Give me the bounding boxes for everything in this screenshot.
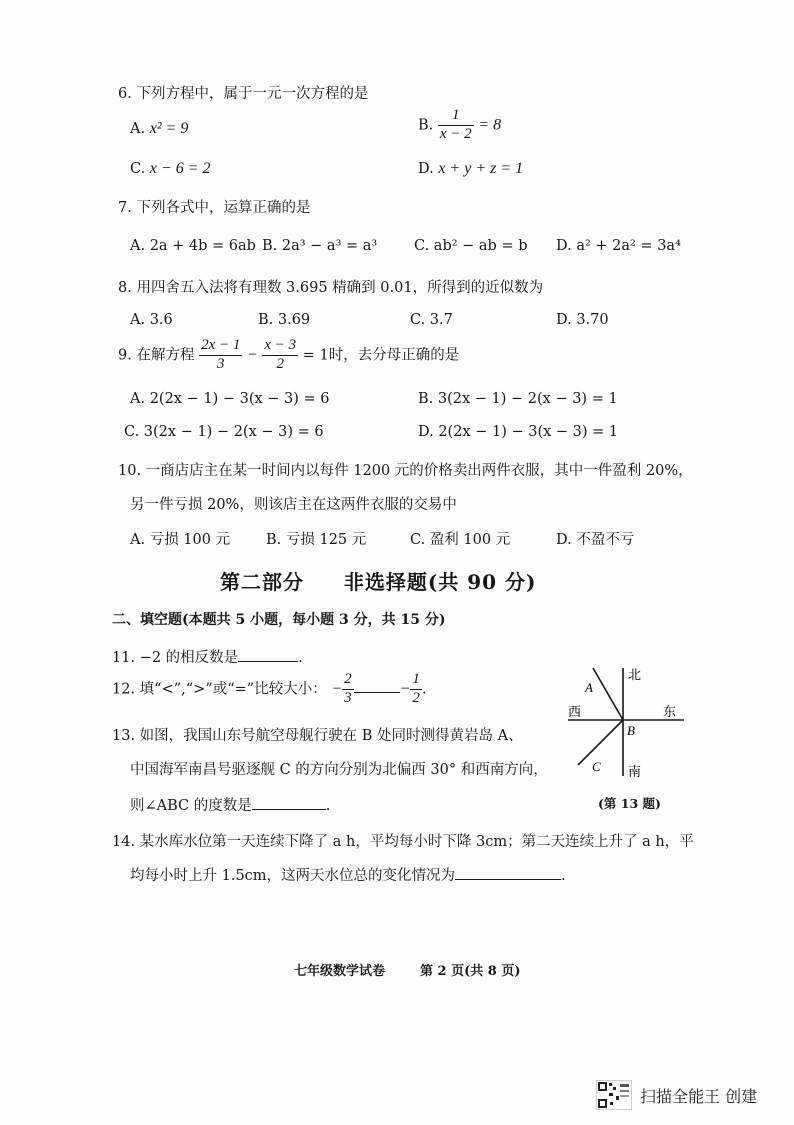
q6-a-label: A. (130, 121, 146, 137)
q8-stem: 8. 用四舍五入法将有理数 3.695 精确到 0.01，所得到的近似数为 (118, 280, 544, 296)
q14-answer-blank[interactable] (455, 865, 561, 880)
label-point-c: C (592, 759, 601, 774)
q9-f1-numerator: 2x − 1 (199, 338, 242, 356)
q12-fraction-1 (342, 672, 354, 707)
figure-caption: (第 13 题) (598, 796, 661, 811)
q6-b-fraction (438, 108, 474, 143)
footer-page-number: 第 2 页(共 8 页) (420, 964, 521, 979)
q11 (112, 646, 303, 667)
label-north: 北 (628, 668, 642, 683)
q11-period: . (298, 650, 303, 666)
q6-b-label: B. (418, 117, 434, 134)
q6-option-b (418, 108, 501, 143)
q13-period: . (325, 798, 331, 814)
q8-option-c: C. 3.7 (410, 312, 453, 328)
q9-stem (118, 338, 459, 373)
q12 (112, 672, 427, 707)
q12-f2-denominator: 2 (412, 689, 420, 706)
q12-fraction-2 (410, 672, 422, 707)
q9-stem-pre: 9. 在解方程 (118, 347, 195, 364)
label-east: 东 (663, 705, 677, 720)
q8-option-a: A. 3.6 (130, 312, 173, 328)
q13-direction-figure (560, 664, 690, 784)
q7-option-c: C. ab² − ab = b (414, 238, 528, 254)
q6-b-numerator: 1 (438, 108, 474, 126)
q9-fraction-1 (199, 338, 242, 373)
q7-option-d: D. a² + 2a² = 3a⁴ (556, 238, 681, 254)
q13-line-3-text: 则∠ABC 的度数是 (130, 798, 252, 814)
q6-c-expr: x − 6 = 2 (149, 160, 211, 177)
q9-fraction-2 (262, 338, 298, 373)
q12-f1-numerator: 2 (342, 672, 354, 690)
q10-line-2: 另一件亏损 20%，则该店主在这两件衣服的交易中 (130, 497, 457, 513)
q14-period: . (561, 868, 566, 884)
q12-f2-numerator: 1 (410, 672, 422, 690)
part2-title: 第二部分 非选择题(共 90 分) (220, 570, 537, 594)
q14-line-2-text: 均每小时上升 1.5cm，这两天水位总的变化情况为 (130, 868, 456, 884)
q9-option-d: D. 2(2x − 1) − 3(x − 3) = 1 (418, 424, 619, 440)
q12-period: . (421, 681, 427, 698)
footer-subject: 七年级数学试卷 (294, 964, 386, 979)
q9-minus: − (246, 346, 258, 364)
q8-option-b: B. 3.69 (258, 312, 311, 328)
q8-option-d: D. 3.70 (556, 312, 609, 328)
q7-stem: 7. 下列各式中，运算正确的是 (118, 200, 311, 216)
q13-answer-blank[interactable] (252, 795, 326, 810)
q6-c-label: C. (130, 161, 146, 177)
q10-option-c: C. 盈利 100 元 (410, 532, 511, 548)
q10-option-d: D. 不盈不亏 (556, 532, 635, 548)
ray-ba (593, 668, 623, 720)
q10-line-1: 10. 一商店店主在某一时间内以每件 1200 元的价格卖出两件衣服，其中一件盈利 20%， (118, 463, 693, 479)
q11-text: 11. −2 的相反数是 (112, 650, 239, 666)
q9-option-b: B. 3(2x − 1) − 2(x − 3) = 1 (418, 391, 618, 407)
q9-f1-denominator: 3 (216, 355, 225, 372)
q12-answer-blank[interactable] (354, 678, 400, 693)
q7-option-a: A. 2a + 4b = 6ab (130, 238, 256, 254)
q13-line-1: 13. 如图，我国山东号航空母舰行驶在 B 处同时测得黄岩岛 A、 (112, 728, 523, 744)
q10-option-a: A. 亏损 100 元 (130, 532, 231, 548)
q12-f1-denominator: 3 (344, 689, 352, 706)
scanner-watermark-text: 扫描全能王 创建 (640, 1087, 758, 1106)
q6-option-d (418, 160, 523, 178)
q9-f2-numerator: x − 3 (262, 338, 298, 356)
fill-blank-section-heading: 二、填空题(本题共 5 小题，每小题 3 分，共 15 分) (112, 612, 446, 628)
q12-neg-2: − (399, 680, 411, 698)
label-west: 西 (568, 705, 582, 720)
q6-b-denominator: x − 2 (439, 125, 472, 142)
label-point-a: A (585, 680, 593, 695)
q6-d-expr: x + y + z = 1 (438, 160, 524, 177)
q6-a-expr: x² = 9 (149, 120, 189, 137)
label-point-b: B (627, 723, 635, 738)
q14-line-2 (130, 864, 566, 885)
q9-f2-denominator: 2 (276, 355, 284, 372)
q10-option-b: B. 亏损 125 元 (266, 532, 367, 548)
q12-neg-1: − (331, 680, 343, 698)
q11-answer-blank[interactable] (238, 647, 298, 662)
q6-option-c (130, 160, 211, 178)
q6-stem: 6. 下列方程中，属于一元一次方程的是 (118, 86, 369, 102)
q13-line-3 (130, 794, 330, 815)
label-south: 南 (628, 765, 642, 780)
q6-option-a (130, 120, 188, 138)
q13-line-2: 中国海军南昌号驱逐舰 C 的方向分别为北偏西 30° 和西南方向， (130, 762, 548, 778)
q9-stem-post: = 1时，去分母正确的是 (302, 347, 460, 364)
qr-code-icon (596, 1080, 632, 1110)
q7-option-b: B. 2a³ − a³ = a³ (262, 238, 378, 254)
q6-b-rest: = 8 (478, 116, 502, 134)
q12-text: 12. 填“<”,“>”或“=”比较大小： (112, 681, 327, 698)
q14-line-1: 14. 某水库水位第一天连续下降了 a h，平均每小时下降 3cm；第二天连续上升了 a h，平 (112, 834, 694, 850)
q6-d-label: D. (418, 161, 434, 177)
q9-option-a: A. 2(2x − 1) − 3(x − 3) = 6 (130, 391, 330, 407)
q9-option-c: C. 3(2x − 1) − 2(x − 3) = 6 (124, 424, 324, 440)
